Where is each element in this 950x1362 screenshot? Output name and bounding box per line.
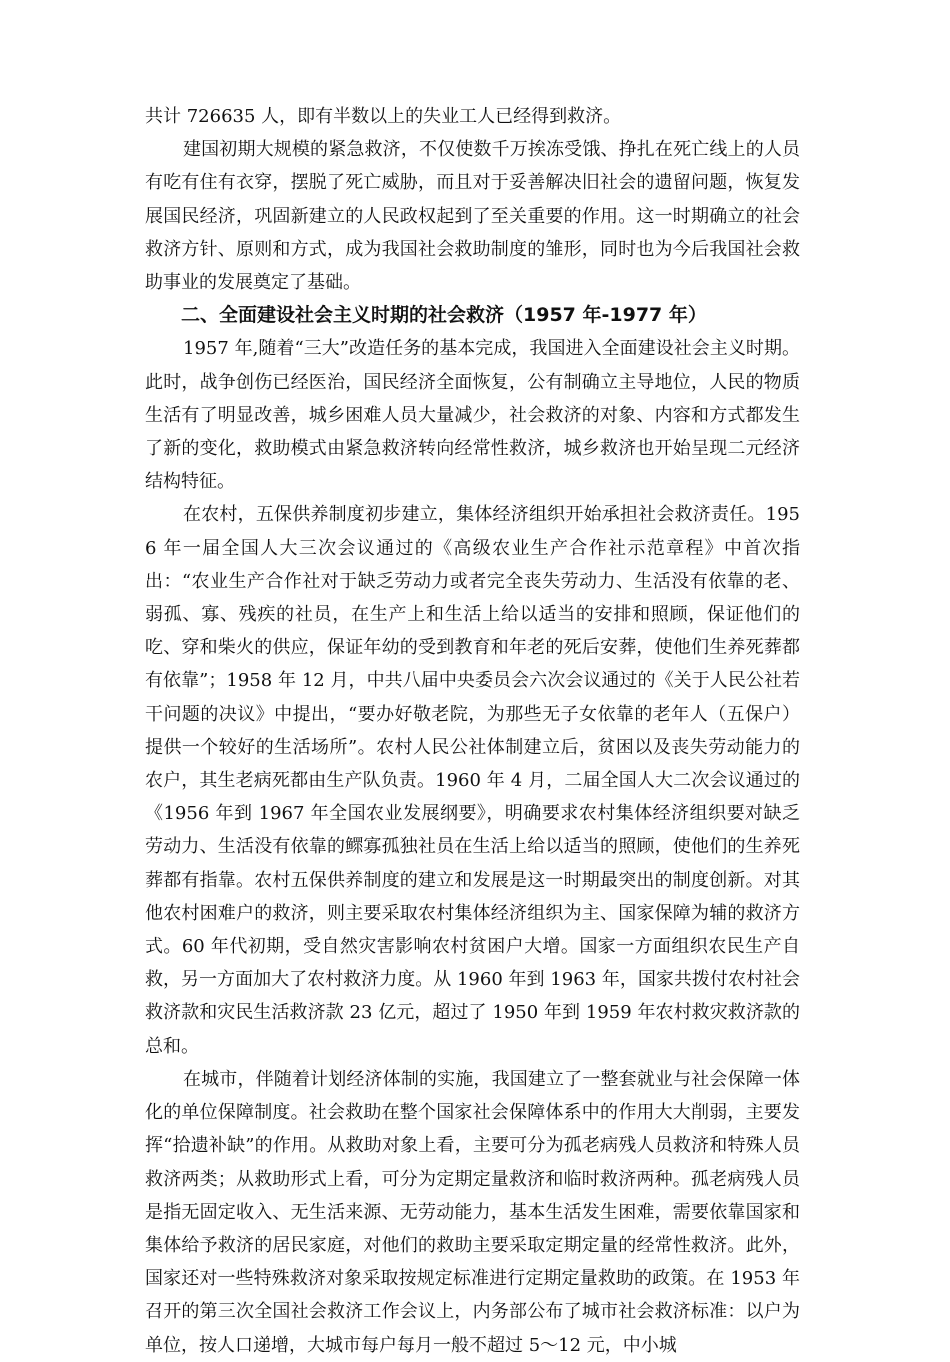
- body-paragraph-2: 建国初期大规模的紧急救济，不仅使数千万挨冻受饿、挣扎在死亡线上的人员有吃有住有衣穿，摆脱了死亡威胁，而且对于妥善解决旧社会的遗留问题，恢复发展国民经济，巩固新建立的人民政权起到了至关重要的作用。这一时期确立的社会救济方针、原则和方式，成为我国社会救助制度的雏形，同时也为今后我国社会救助事业的发展奠定了基础。: [145, 139, 800, 294]
- section-heading: 二、全面建设社会主义时期的社会救济（1957 年-1977 年）: [181, 304, 707, 327]
- body-paragraph-5: 在城市，伴随着计划经济体制的实施，我国建立了一整套就业与社会保障一体化的单位保障制度。社会救助在整个国家社会保障体系中的作用大大削弱，主要发挥“拾遗补缺”的作用。从救助对象上看，主要可分为孤老病残人员救济和特殊人员救济两类；从救助形式上看，可分为定期定量救济和临时救济两种。孤老病残人员是指无固定收入、无生活来源、无劳动能力，基本生活发生困难，需要依靠国家和集体给予救济的居民家庭，对他们的救助主要采取定期定量的经常性救济。此外，国家还对一些特殊救济对象采取按规定标准进行定期定量救助的政策。在 1953 年召开的第三次全国社会救济工作会议上，内务部公布了城市社会救济标准：以户为单位，按人口递增，大城市每户每月一般不超过 5～12 元，中小城: [145, 1068, 800, 1356]
- body-paragraph-3: 1957 年,随着“三大”改造任务的基本完成，我国进入全面建设社会主义时期。此时，战争创伤已经医治，国民经济全面恢复，公有制确立主导地位，人民的物质生活有了明显改善，城乡困难人员大量减少，社会救济的对象、内容和方式都发生了新的变化，救助模式由紧急救济转向经常性救济，城乡救济也开始呈现二元经济结构特征。: [145, 338, 800, 493]
- body-paragraph-4: 在农村，五保供养制度初步建立，集体经济组织开始承担社会救济责任。1956 年一届全国人大三次会议通过的《高级农业生产合作社示范章程》中首次指出：“农业生产合作社对于缺乏劳动力或者完全丧失劳动力、生活没有依靠的老、弱孤、寡、残疾的社员，在生产上和生活上给以适当的安排和照顾，保证他们的吃、穿和柴火的供应，保证年幼的受到教育和年老的死后安葬，使他们生养死葬都有依靠”；1958 年 12 月，中共八届中央委员会六次会议通过的《关于人民公社若干问题的决议》中提出，“要办好敬老院，为那些无子女依靠的老年人（五保户）提供一个较好的生活场所”。农村人民公社体制建立后，贫困以及丧失劳动能力的农户，其生老病死都由生产队负责。1960 年 4 月，二届全国人大二次会议通过的《1956 年到 1967 年全国农业发展纲要》，明确要求农村集体经济组织要对缺乏劳动力、生活没有依靠的鳏寡孤独社员在生活上给以适当的照顾，使他们的生养死葬都有指靠。农村五保供养制度的建立和发展是这一时期最突出的制度创新。对其他农村困难户的救济，则主要采取农村集体经济组织为主、国家保障为辅的救济方式。60 年代初期，受自然灾害影响农村贫困户大增。国家一方面组织农民生产自救，另一方面加大了农村救济力度。从 1960 年到 1963 年，国家共拨付农村社会救济款和灾民生活救济款 23 亿元，超过了 1950 年到 1959 年农村救灾救济款的总和。: [145, 504, 800, 1057]
- body-paragraph-1: 共计 726635 人，即有半数以上的失业工人已经得到救济。: [145, 106, 622, 127]
